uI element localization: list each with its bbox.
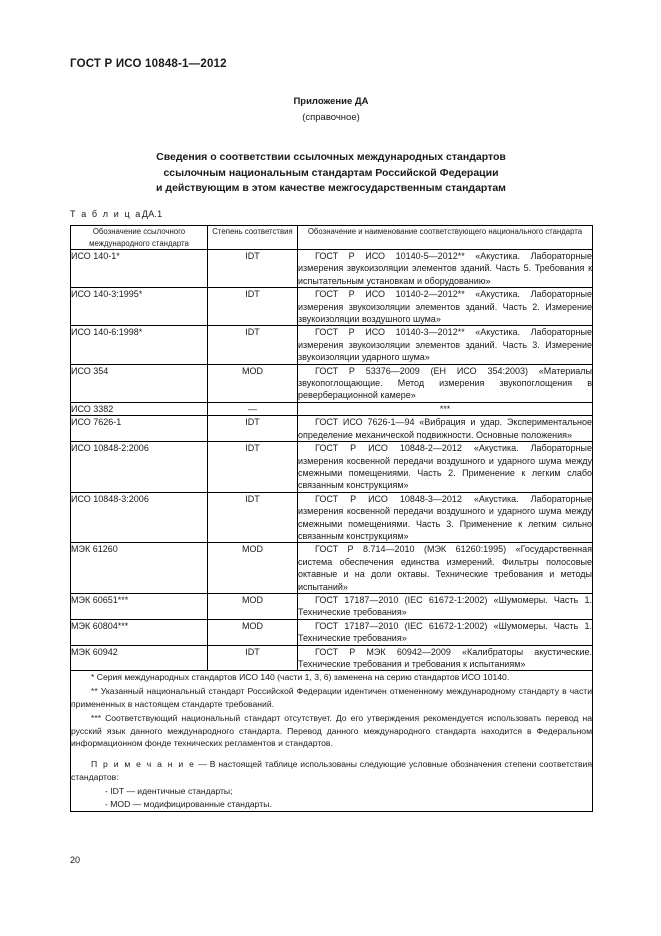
cell-reference-standard: ИСО 3382 [71,402,208,415]
table-row [71,416,593,442]
table-footnotes-row [71,671,593,812]
page-title [70,150,592,197]
document-header-standard-number: ГОСТ Р ИСО 10848-1—2012 [70,58,227,70]
cell-conformity-degree: MOD [208,593,298,619]
cell-reference-standard: ИСО 140-6:1998* [71,326,208,364]
reference-standards-table [70,225,593,812]
cell-conformity-degree: IDT [208,250,298,288]
cell-reference-standard: ИСО 354 [71,364,208,402]
cell-national-standard: ГОСТ 17187—2010 (IEC 61672-1:2002) «Шумомеры. Часть 1. Технические требования» [298,620,592,644]
cell-reference-standard: ИСО 7626-1 [71,416,208,442]
cell-conformity-degree: IDT [208,326,298,364]
cell-conformity-degree: IDT [208,492,298,543]
cell-conformity-degree: IDT [208,645,298,671]
page-title-line-2: ссылочным национальным стандартам Российской Федерации [163,166,499,179]
cell-reference-standard: МЭК 61260 [71,543,208,594]
cell-national-standard: ГОСТ Р МЭК 60942—2009 «Калибраторы акустические. Технические требования и требования к испытаниям» [298,646,592,669]
table-row [71,593,593,619]
footnote-triple-asterisk: *** Соответствующий национальный стандарт отсутствует. До его утверждения рекомендуется использовать перевод на русский язык данного международного стандарта. Перевод данного международного стандарта находится в Федеральном информационном фонде технических регламентов и стандартов. [71,712,592,749]
appendix-heading [70,94,592,126]
appendix-kind: (справочное) [302,112,360,123]
table-row [71,326,593,364]
reference-standards-table-wrapper [70,225,592,812]
cell-conformity-degree: IDT [208,288,298,326]
cell-reference-standard: ИСО 140-3:1995* [71,288,208,326]
page-title-line-3: и действующим в этом качестве межгосударственным стандартам [156,182,506,194]
column-header-national-standard: Обозначение и наименование соответствующего национального стандарта [298,226,593,250]
table-body [71,250,593,812]
cell-reference-standard: МЭК 60942 [71,645,208,671]
cell-national-standard: ГОСТ Р 8.714—2010 (МЭК 61260:1995) «Государственная система обеспечения единства измерений. Фильтры полосовые октавные и на доли октавы. Технические требования и методы испытаний» [298,544,592,592]
conformity-legend-list [71,785,592,811]
footnote-single-asterisk: * Серия международных стандартов ИСО 140 (части 1, 3, 6) заменена на серию стандартов ИСО 10140. [91,672,510,683]
table-remark-label: П р и м е ч а н и е [91,759,196,770]
table-row [71,442,593,493]
table-row [71,619,593,645]
cell-reference-standard: МЭК 60804*** [71,619,208,645]
table-row [71,492,593,543]
table-remark [71,758,592,784]
cell-reference-standard: МЭК 60651*** [71,593,208,619]
cell-reference-standard: ИСО 10848-3:2006 [71,492,208,543]
appendix-label: Приложение ДА [293,96,369,107]
table-caption-number: ДА.1 [141,209,163,219]
column-header-conformity-degree: Степень соответствия [208,226,298,250]
table-remark-text: — В настоящей таблице использованы следующие условные обозначения степени соответствия стандартов: [71,759,592,782]
column-header-reference-standard: Обозначение ссылочного международного стандарта [71,226,208,250]
list-item: - IDT — идентичные стандарты; [105,785,233,796]
cell-reference-standard: ИСО 140-1* [71,250,208,288]
cell-reference-standard: ИСО 10848-2:2006 [71,442,208,493]
cell-national-standard: ГОСТ Р ИСО 10848-3—2012 «Акустика. Лабораторные измерения косвенной передачи воздушного и ударного шума между смежными помещениями. Часть 3. Применение к легким сильно связанным конструкциям» [298,493,592,541]
footnote-double-asterisk: ** Указанный национальный стандарт Российской Федерации идентичен отмененному международному стандарту в части примененных в настоящем стандарте требований. [71,686,592,709]
table-row [71,288,593,326]
table-caption [70,209,162,219]
table-header [71,226,593,250]
cell-conformity-degree: MOD [208,543,298,594]
table-row [71,364,593,402]
table-row [71,543,593,594]
table-caption-label: Т а б л и ц а [70,209,142,219]
cell-conformity-degree: MOD [208,619,298,645]
cell-conformity-degree: — [208,402,298,415]
cell-conformity-degree: MOD [208,364,298,402]
cell-national-standard: ГОСТ Р ИСО 10140-5—2012** «Акустика. Лабораторные измерения звукоизоляции элементов зданий. Часть 5. Требования к испытательным установкам и оборудованию» [298,251,592,286]
cell-national-standard: *** [298,402,593,415]
cell-national-standard: ГОСТ 17187—2010 (IEC 61672-1:2002) «Шумомеры. Часть 1. Технические требования» [298,594,592,618]
cell-national-standard: ГОСТ Р 53376—2009 (ЕН ИСО 354:2003) «Материалы звукопоглощающие. Метод измерения звукопоглощения в реверберационной камере» [298,365,592,401]
page-number: 20 [70,855,81,865]
cell-national-standard: ГОСТ ИСО 7626-1—94 «Вибрация и удар. Экспериментальное определение механической подвижности. Основные положения» [298,417,592,440]
table-row [71,250,593,288]
cell-national-standard: ГОСТ Р ИСО 10848-2—2012 «Акустика. Лабораторные измерения косвенной передачи воздушного и ударного шума между смежными помещениями. Часть 2. Применение к легким слабо связанным конструкциям» [298,443,592,491]
table-header-row [71,226,593,250]
page-title-line-1: Сведения о соответствии ссылочных международных стандартов [156,151,506,163]
table-row [71,402,593,415]
table-footnotes-cell [71,671,593,812]
cell-national-standard: ГОСТ Р ИСО 10140-2—2012** «Акустика. Лабораторные измерения звукоизоляции элементов зданий. Часть 2. Измерение звукоизоляции воздушного шума» [298,289,592,325]
table-row [71,645,593,671]
cell-national-standard: ГОСТ Р ИСО 10140-3—2012** «Акустика. Лабораторные измерения звукоизоляции элементов зданий. Часть 3. Измерение звукоизоляции ударного шума» [298,327,592,363]
cell-conformity-degree: IDT [208,416,298,442]
cell-conformity-degree: IDT [208,442,298,493]
list-item: - MOD — модифицированные стандарты. [105,798,272,809]
